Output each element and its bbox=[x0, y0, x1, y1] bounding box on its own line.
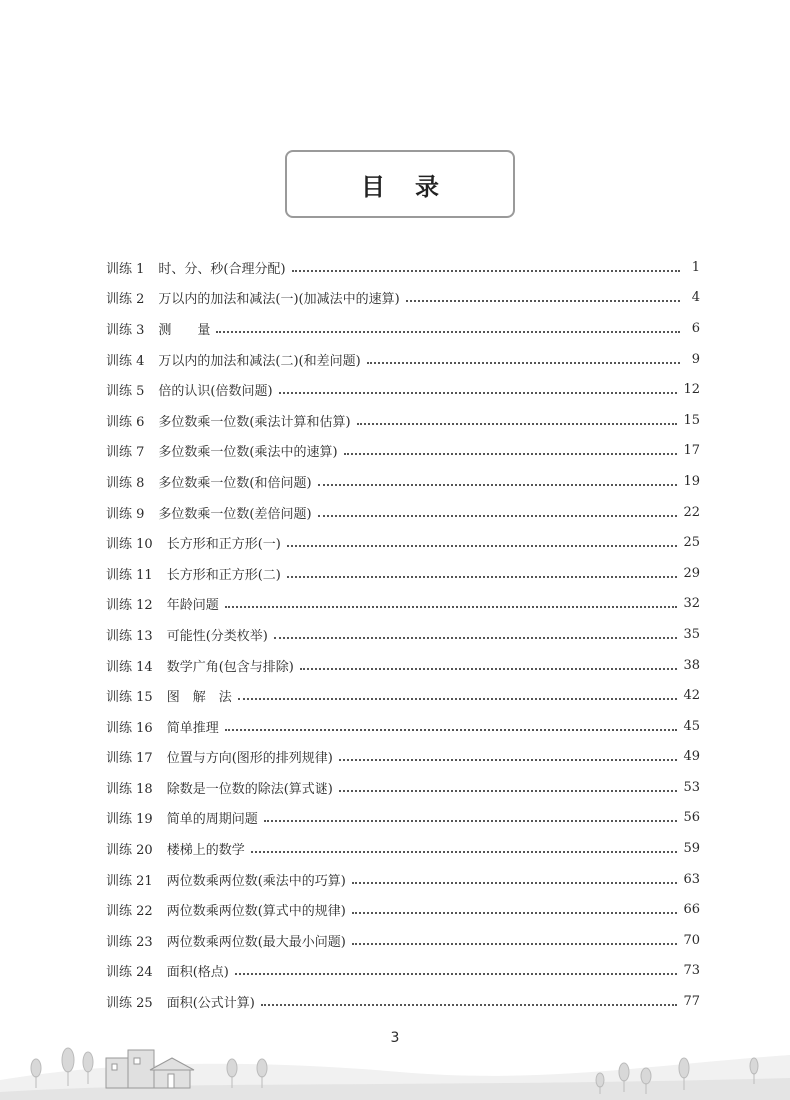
toc-entry-page: 53 bbox=[683, 779, 700, 795]
toc-entry-title: 两位数乘两位数(算式中的规律) bbox=[166, 904, 346, 920]
toc-entry bbox=[106, 497, 700, 528]
toc-entry bbox=[106, 650, 700, 681]
toc-entry-title: 位置与方向(图形的排列规律) bbox=[166, 751, 333, 767]
footer-landscape-illustration bbox=[0, 1010, 790, 1100]
toc-leader-dots bbox=[292, 269, 680, 272]
toc-entry-page: 17 bbox=[683, 443, 700, 459]
toc-entry-title: 面积(公式计算) bbox=[166, 996, 255, 1012]
toc-entry-label: 训练 24 bbox=[106, 965, 153, 981]
toc-entry-label: 训练 11 bbox=[106, 567, 153, 583]
toc-entry-title: 测 量 bbox=[158, 322, 211, 338]
toc-leader-dots bbox=[318, 483, 678, 486]
toc-entry bbox=[106, 436, 700, 467]
toc-entry bbox=[106, 803, 700, 834]
toc-leader-dots bbox=[300, 667, 678, 670]
toc-leader-dots bbox=[367, 361, 680, 364]
toc-leader-dots bbox=[352, 911, 678, 914]
toc-leader-dots bbox=[352, 942, 678, 945]
toc-entry bbox=[106, 833, 700, 864]
toc-entry bbox=[106, 313, 700, 344]
toc-entry-page: 29 bbox=[683, 565, 700, 581]
toc-entry-title: 万以内的加法和减法(一)(加减法中的速算) bbox=[158, 292, 400, 308]
toc-entry bbox=[106, 742, 700, 773]
toc-entry bbox=[106, 864, 700, 895]
toc-leader-dots bbox=[406, 299, 680, 302]
toc-entry-title: 长方形和正方形(一) bbox=[166, 537, 281, 553]
toc-entry-label: 训练 9 bbox=[106, 506, 145, 522]
toc-entry bbox=[106, 925, 700, 956]
toc-entry-title: 多位数乘一位数(乘法中的速算) bbox=[158, 445, 338, 461]
toc-entry-label: 训练 20 bbox=[106, 843, 153, 859]
page-number: 3 bbox=[390, 1030, 400, 1046]
toc-entry-page: 25 bbox=[683, 535, 700, 551]
toc-leader-dots bbox=[251, 850, 678, 853]
toc-entry bbox=[106, 344, 700, 375]
toc-leader-dots bbox=[274, 636, 678, 639]
toc-entry-page: 9 bbox=[691, 351, 700, 367]
toc-entry-title: 长方形和正方形(二) bbox=[166, 567, 281, 583]
toc-entry-title: 多位数乘一位数(和倍问题) bbox=[158, 475, 312, 491]
toc-entry-title: 可能性(分类枚举) bbox=[166, 628, 268, 644]
toc-entry-page: 56 bbox=[683, 810, 700, 826]
toc-entry-title: 多位数乘一位数(乘法计算和估算) bbox=[158, 414, 351, 430]
toc-leader-dots bbox=[287, 544, 678, 547]
toc-entry-page: 12 bbox=[683, 382, 700, 398]
toc-entry bbox=[106, 680, 700, 711]
toc-entry-label: 训练 25 bbox=[106, 996, 153, 1012]
toc-leader-dots bbox=[339, 758, 678, 761]
toc-leader-dots bbox=[225, 605, 678, 608]
toc-entry-label: 训练 21 bbox=[106, 873, 153, 889]
toc-entry-page: 42 bbox=[683, 688, 700, 704]
toc-leader-dots bbox=[225, 728, 678, 731]
toc-heading-box bbox=[285, 150, 515, 218]
toc-entry-title: 除数是一位数的除法(算式谜) bbox=[166, 781, 333, 797]
toc-entry-label: 训练 1 bbox=[106, 261, 145, 277]
toc-entry-page: 15 bbox=[683, 412, 700, 428]
toc-leader-dots bbox=[216, 330, 680, 333]
toc-entry-page: 22 bbox=[683, 504, 700, 520]
toc-entry-label: 训练 19 bbox=[106, 812, 153, 828]
toc-entry-label: 训练 5 bbox=[106, 384, 145, 400]
toc-leader-dots bbox=[235, 972, 678, 975]
toc-leader-dots bbox=[238, 697, 678, 700]
toc-entry-page: 1 bbox=[691, 259, 700, 275]
toc-entry-title: 简单推理 bbox=[166, 720, 219, 736]
toc-entry bbox=[106, 466, 700, 497]
toc-entry bbox=[106, 772, 700, 803]
toc-entry-page: 6 bbox=[691, 320, 700, 336]
toc-entry-label: 训练 18 bbox=[106, 781, 153, 797]
toc-entry-label: 训练 22 bbox=[106, 904, 153, 920]
toc-leader-dots bbox=[261, 1003, 678, 1006]
toc-entry-label: 训练 8 bbox=[106, 475, 145, 491]
toc-entry-page: 59 bbox=[683, 841, 700, 857]
toc-leader-dots bbox=[279, 391, 678, 394]
toc-entry-label: 训练 6 bbox=[106, 414, 145, 430]
toc-leader-dots bbox=[352, 881, 678, 884]
toc-entry bbox=[106, 252, 700, 283]
toc-entry-title: 两位数乘两位数(最大最小问题) bbox=[166, 934, 346, 950]
toc-entry-page: 4 bbox=[691, 290, 700, 306]
toc-entry bbox=[106, 956, 700, 987]
toc-entry-label: 训练 2 bbox=[106, 292, 145, 308]
toc-leader-dots bbox=[287, 575, 678, 578]
toc-entry-page: 38 bbox=[683, 657, 700, 673]
toc-entry-title: 年龄问题 bbox=[166, 598, 219, 614]
toc-entry-title: 数学广角(包含与排除) bbox=[166, 659, 294, 675]
toc-entry-title: 倍的认识(倍数问题) bbox=[158, 384, 273, 400]
toc-entry-label: 训练 14 bbox=[106, 659, 153, 675]
toc-entry-label: 训练 23 bbox=[106, 934, 153, 950]
toc-entry-page: 35 bbox=[683, 626, 700, 642]
toc-entry-label: 训练 17 bbox=[106, 751, 153, 767]
toc-leader-dots bbox=[318, 514, 678, 517]
toc-entry-title: 两位数乘两位数(乘法中的巧算) bbox=[166, 873, 346, 889]
toc-entry-title: 多位数乘一位数(差倍问题) bbox=[158, 506, 312, 522]
toc-leader-dots bbox=[264, 819, 678, 822]
toc-entry-label: 训练 10 bbox=[106, 537, 153, 553]
toc-entry-page: 19 bbox=[683, 473, 700, 489]
toc-entry bbox=[106, 894, 700, 925]
toc-entry-label: 训练 16 bbox=[106, 720, 153, 736]
toc-entry-page: 73 bbox=[683, 963, 700, 979]
toc-leader-dots bbox=[339, 789, 678, 792]
toc-entry bbox=[106, 558, 700, 589]
toc-entry-page: 45 bbox=[683, 718, 700, 734]
toc-entry-label: 训练 12 bbox=[106, 598, 153, 614]
toc-entry-label: 训练 4 bbox=[106, 353, 145, 369]
toc-entry-label: 训练 13 bbox=[106, 628, 153, 644]
toc-entry-page: 63 bbox=[683, 871, 700, 887]
toc-entry bbox=[106, 527, 700, 558]
toc-heading: 目录 bbox=[361, 172, 469, 201]
toc-entry-label: 训练 15 bbox=[106, 690, 153, 706]
toc-leader-dots bbox=[344, 452, 678, 455]
toc-entry-title: 万以内的加法和减法(二)(和差问题) bbox=[158, 353, 361, 369]
toc-entry-title: 时、分、秒(合理分配) bbox=[158, 261, 286, 277]
toc-entry-title: 楼梯上的数学 bbox=[166, 843, 245, 859]
toc-entry-title: 面积(格点) bbox=[166, 965, 229, 981]
toc-entry bbox=[106, 405, 700, 436]
toc-entry-page: 32 bbox=[683, 596, 700, 612]
toc-entry-title: 简单的周期问题 bbox=[166, 812, 258, 828]
toc-entry bbox=[106, 374, 700, 405]
toc-entry-label: 训练 7 bbox=[106, 445, 145, 461]
toc-entry-page: 77 bbox=[683, 994, 700, 1010]
toc-entry bbox=[106, 711, 700, 742]
toc-entry-page: 70 bbox=[683, 932, 700, 948]
table-of-contents bbox=[106, 252, 700, 1017]
toc-entry-label: 训练 3 bbox=[106, 322, 145, 338]
toc-entry-page: 66 bbox=[683, 902, 700, 918]
toc-entry bbox=[106, 283, 700, 314]
toc-leader-dots bbox=[357, 422, 678, 425]
toc-entry-title: 图 解 法 bbox=[166, 690, 232, 706]
toc-entry bbox=[106, 619, 700, 650]
toc-entry-page: 49 bbox=[683, 749, 700, 765]
toc-entry bbox=[106, 589, 700, 620]
